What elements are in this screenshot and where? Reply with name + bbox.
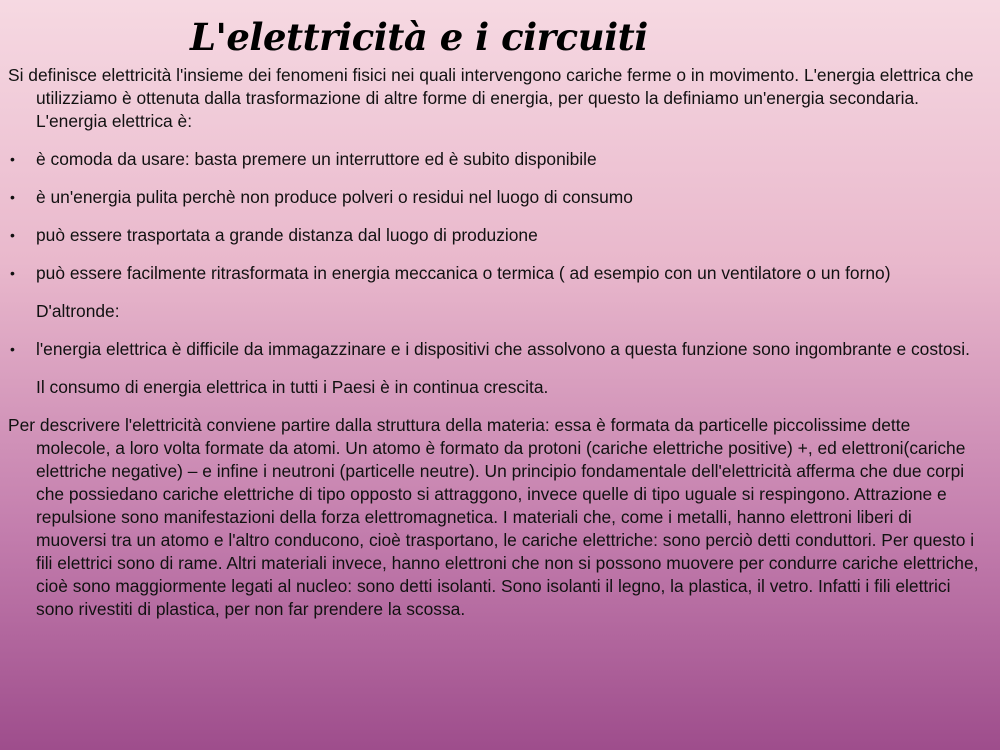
bullet-item bbox=[8, 148, 983, 171]
bullet-item-drawback bbox=[8, 338, 983, 361]
however-label: D'altronde: bbox=[36, 301, 120, 321]
consumption-note: Il consumo di energia elettrica in tutti i Paesi è in continua crescita. bbox=[36, 377, 549, 397]
matter-paragraph: Per descrivere l'elettricità conviene partire dalla struttura della materia: essa è formata da particelle piccolissime dette molecole, a loro volta formate da atomi. Un atomo è formato da protoni (cariche elettriche positive) +, ed elettroni(cariche elettriche negative) – e infine i neutroni (particelle neutre). Un principio fondamentale dell'elettricità afferma che due corpi che possiedano cariche elettriche di tipo opposto si attraggono, invece quelle di tipo uguale si respingono. Attrazione e repulsione sono manifestazioni della forza elettromagnetica. I materiali che, come i metalli, hanno elettroni liberi di muoversi tra un atomo e l'altro conducono, cioè trasportano, le cariche elettriche: sono perciò detti conduttori. Per questo i fili elettrici sono di rame. Altri materiali invece, hanno elettroni che non si possono muovere per condurre cariche elettriche, cioè sono maggiormente legati al nucleo: sono detti isolanti. Sono isolanti il legno, la plastica, il vetro. Infatti i fili elettrici sono rivestiti di plastica, per non far prendere la scossa. bbox=[8, 415, 979, 619]
bullet-icon: • bbox=[10, 265, 15, 281]
slide-content bbox=[8, 64, 983, 621]
slide-title: L'elettricità e i circuiti bbox=[190, 15, 648, 59]
bullet-icon: • bbox=[10, 341, 15, 357]
bullet-text: l'energia elettrica è difficile da immagazzinare e i dispositivi che assolvono a questa funzione sono ingombrante e costosi. bbox=[36, 339, 970, 359]
bullet-text: può essere trasportata a grande distanza dal luogo di produzione bbox=[36, 225, 538, 245]
bullet-item bbox=[8, 262, 983, 285]
bullet-icon: • bbox=[10, 151, 15, 167]
bullet-text: è un'energia pulita perchè non produce polveri o residui nel luogo di consumo bbox=[36, 187, 633, 207]
bullet-item bbox=[8, 186, 983, 209]
bullet-icon: • bbox=[10, 227, 15, 243]
intro-paragraph: Si definisce elettricità l'insieme dei fenomeni fisici nei quali intervengono cariche ferme o in movimento. L'energia elettrica che utilizziamo è ottenuta dalla trasformazione di altre forme di energia, per questo la definiamo un'energia secondaria. L'energia elettrica è: bbox=[8, 65, 974, 131]
bullet-text: può essere facilmente ritrasformata in energia meccanica o termica ( ad esempio con un ventilatore o un forno) bbox=[36, 263, 891, 283]
bullet-item bbox=[8, 224, 983, 247]
bullet-text: è comoda da usare: basta premere un interruttore ed è subito disponibile bbox=[36, 149, 597, 169]
bullet-icon: • bbox=[10, 189, 15, 205]
